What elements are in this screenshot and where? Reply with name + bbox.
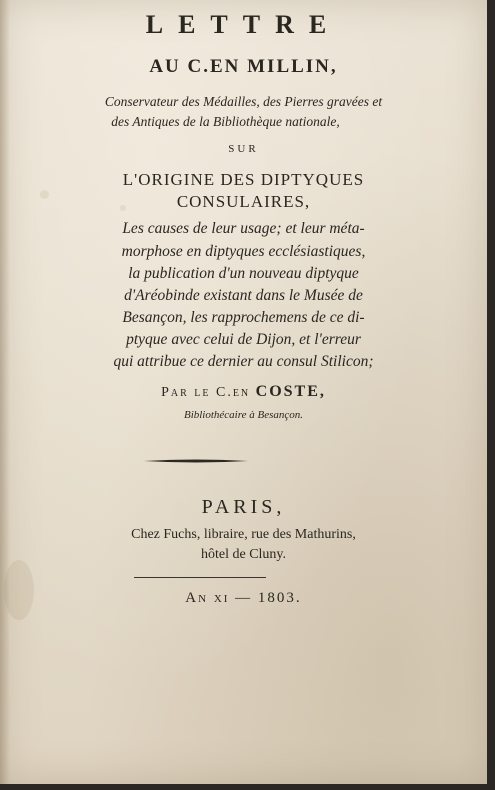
publication-date: An xi — 1803. <box>185 590 302 606</box>
title-lettre: LETTRE <box>145 10 342 39</box>
addressee: AU C.EN MILLIN, <box>149 56 338 77</box>
body-line: Besançon, les rapprochemens de ce di- <box>122 309 365 326</box>
publisher-line-1: Chez Fuchs, libraire, rue des Mathurins, <box>131 527 356 542</box>
author-line <box>0 383 487 401</box>
body-line: Les causes de leur usage; et leur méta- <box>122 220 365 237</box>
ornamental-rule <box>144 459 248 463</box>
author-role: Bibliothécaire à Besançon. <box>183 409 304 421</box>
sur-label: SUR <box>228 143 259 155</box>
author-name: COSTE, <box>255 383 326 400</box>
publisher-line-2: hôtel de Cluny. <box>200 547 287 562</box>
horizontal-rule <box>134 577 266 578</box>
body-line: d'Aréobinde existant dans le Musée de <box>124 287 363 304</box>
body-line: morphose en diptyques ecclésiastiques, <box>121 243 366 260</box>
body-line: ptyque avec celui de Dijon, et l'erreur <box>126 331 361 348</box>
addressee-role-line-2: des Antiques de la Bibliothèque nationale, <box>111 114 340 129</box>
author-prefix: Par le C.en <box>161 385 251 400</box>
subject-line-2: CONSULAIRES, <box>176 192 311 211</box>
addressee-role-line-1: Conservateur des Médailles, des Pierres gravées et <box>104 94 383 109</box>
body-line: la publication d'un nouveau diptyque <box>128 265 359 282</box>
body-line: qui attribue ce dernier au consul Stilicon; <box>113 353 374 370</box>
subject-line-1: L'ORIGINE DES DIPTYQUES <box>122 170 365 189</box>
place-of-publication: PARIS, <box>201 496 286 518</box>
